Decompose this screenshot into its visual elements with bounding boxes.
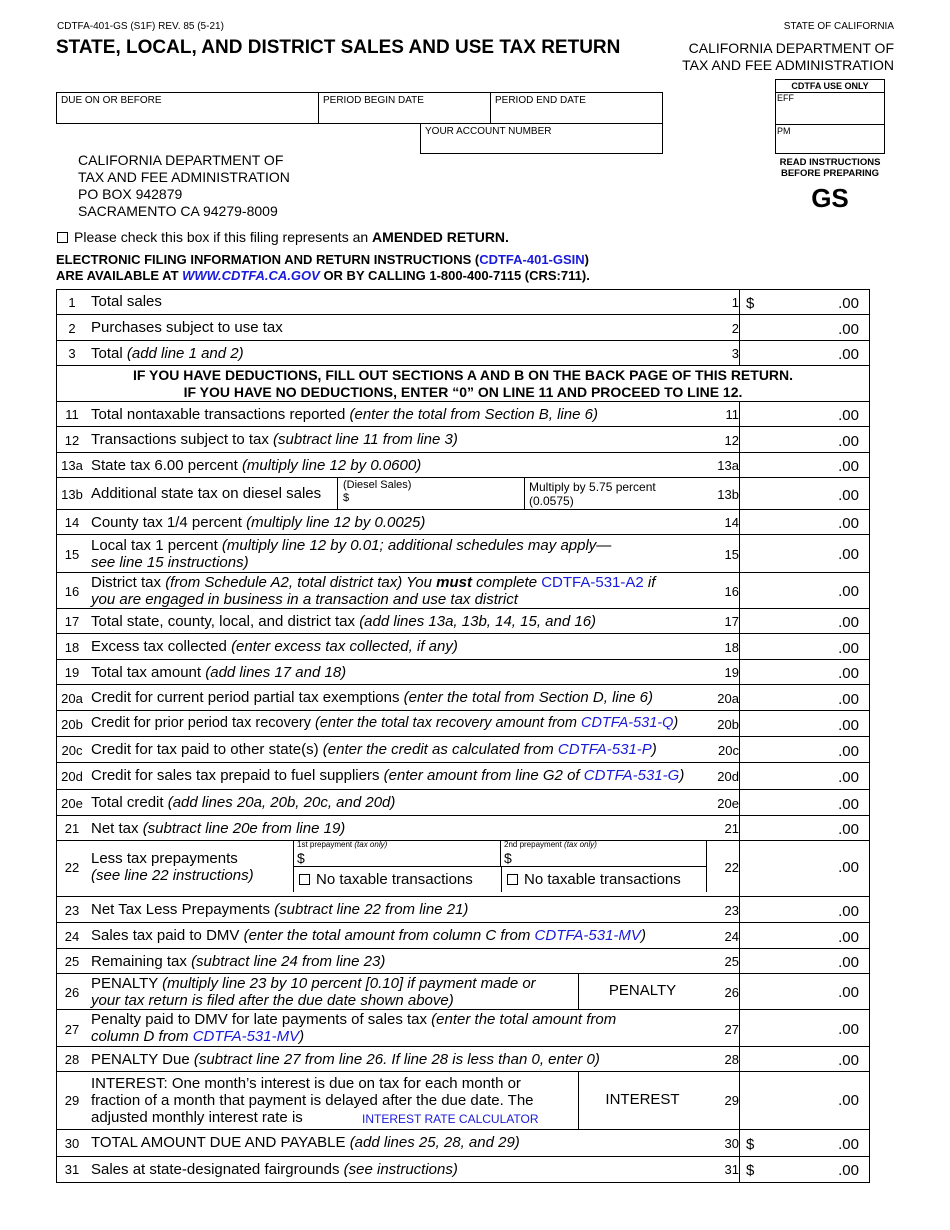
line-ref: 16	[724, 584, 739, 599]
line-instruction: (from Schedule A2, total district tax) You	[165, 574, 437, 591]
line-number: 13a	[61, 458, 83, 473]
line-number: 20d	[61, 769, 83, 784]
efile-text: )	[584, 252, 590, 267]
line-28-amount[interactable]	[739, 1047, 869, 1071]
website-link[interactable]: WWW.CDTFA.CA.GOV	[182, 268, 320, 283]
line-number: 2	[68, 321, 76, 336]
line-number: 19	[64, 665, 80, 680]
line-ref: 29	[724, 1093, 739, 1108]
period-end-field[interactable]	[490, 92, 663, 124]
line-22-amount[interactable]	[739, 841, 869, 896]
line-30-row	[57, 1130, 869, 1157]
line-11-amount[interactable]	[739, 402, 869, 426]
cdtfa-use-only-box	[775, 79, 885, 154]
pm-label: PM	[777, 126, 791, 136]
cdtfa-531-mv-link[interactable]: CDTFA-531-MV	[534, 927, 641, 944]
line-number: 25	[64, 954, 80, 969]
line-number: 15	[64, 547, 80, 562]
cents: .00	[838, 583, 859, 600]
read-instructions-line-2: BEFORE PREPARING	[780, 168, 879, 179]
line-20c-row	[57, 737, 869, 763]
cdtfa-531-p-link[interactable]: CDTFA-531-P	[557, 741, 652, 758]
line-31-row	[57, 1157, 869, 1182]
diesel-rate	[529, 480, 656, 508]
read-instructions-line-1: READ INSTRUCTIONS	[779, 157, 881, 168]
line-number: 3	[68, 346, 76, 361]
line-ref: 28	[724, 1052, 739, 1067]
period-end-label: PERIOD END DATE	[495, 95, 586, 106]
line-instruction: )	[679, 767, 685, 784]
period-begin-field[interactable]	[318, 92, 491, 124]
line-instruction: (enter excess tax collected, if any)	[231, 638, 458, 655]
line-23-amount[interactable]	[739, 897, 869, 922]
second-prepayment-label: 2nd prepayment	[504, 840, 565, 849]
line-ref: 17	[724, 614, 739, 629]
cents: .00	[838, 295, 859, 312]
line-13a-row	[57, 453, 869, 478]
dollar-sign: $	[746, 1136, 755, 1153]
address-line: SACRAMENTO CA 94279-8009	[78, 203, 278, 219]
line-ref: 11	[725, 407, 739, 422]
line-description: Local tax 1 percent	[91, 537, 222, 554]
line-ref: 13a	[717, 458, 739, 473]
line-description: PENALTY Due	[91, 1051, 194, 1068]
line-21-row	[57, 816, 869, 841]
diesel-sales-label: (Diesel Sales)	[343, 479, 412, 491]
dollar-sign: $	[504, 850, 512, 866]
line-20d-row	[57, 763, 869, 790]
line-instruction: (enter amount from line G2 of	[383, 767, 584, 784]
line-3-amount[interactable]	[739, 341, 869, 365]
line-number: 16	[64, 584, 80, 599]
due-date-label: DUE ON OR BEFORE	[61, 95, 162, 106]
line-number: 1	[68, 295, 76, 310]
line-description: Sales tax paid to DMV	[91, 927, 244, 944]
amended-return-row	[57, 229, 509, 245]
line-description: Purchases subject to use tax	[91, 319, 283, 336]
mailing-address	[78, 152, 290, 220]
line-ref: 30	[724, 1136, 739, 1151]
line-instruction: (add lines 20a, 20b, 20c, and 20d)	[167, 794, 396, 811]
line-number: 31	[64, 1162, 80, 1177]
line-12-row	[57, 427, 869, 453]
line-number: 13b	[61, 487, 83, 502]
use-only-title: CDTFA USE ONLY	[791, 81, 869, 91]
line-description: District tax	[91, 574, 166, 591]
banner-line-2: IF YOU HAVE NO DEDUCTIONS, ENTER “0” ON LINE 11 AND PROCEED TO LINE 12.	[183, 384, 743, 400]
address-line: CALIFORNIA DEPARTMENT OF	[78, 152, 284, 168]
line-ref: 15	[724, 547, 739, 562]
line-instruction: (subtract line 11 from line 3)	[273, 431, 458, 448]
no-taxable-label: No taxable transactions	[524, 871, 681, 888]
line-ref: 23	[724, 903, 739, 918]
line-20a-amount[interactable]	[739, 685, 869, 710]
line-ref: 25	[724, 954, 739, 969]
cents: .00	[838, 614, 859, 631]
line-description: Total nontaxable transactions reported	[91, 406, 350, 423]
line-emphasis: must	[436, 574, 472, 591]
line-15-amount[interactable]	[739, 535, 869, 572]
no-taxable-label: No taxable transactions	[316, 871, 473, 888]
first-no-taxable-checkbox[interactable]	[299, 874, 310, 885]
interest-label: INTEREST	[605, 1091, 680, 1108]
line-12-amount[interactable]	[739, 427, 869, 452]
cents: .00	[838, 487, 859, 504]
line-description: INTEREST: One month’s interest is due on tax for each month or	[91, 1075, 521, 1092]
cents: .00	[838, 665, 859, 682]
amended-return-text: Please check this box if this filing represents an	[74, 229, 373, 245]
line-number: 14	[64, 515, 80, 530]
line-instruction: (enter the total from Section D, line 6)	[403, 689, 653, 706]
cents: .00	[838, 796, 859, 813]
line-ref: 27	[724, 1022, 739, 1037]
line-ref: 24	[724, 929, 739, 944]
line-ref: 31	[724, 1162, 739, 1177]
line-number: 20c	[61, 743, 83, 758]
line-18-row	[57, 634, 869, 660]
cents: .00	[838, 821, 859, 838]
line-29-amount[interactable]	[739, 1072, 869, 1129]
penalty-label: PENALTY	[608, 982, 677, 999]
department-name	[682, 40, 894, 74]
line-description: Credit for sales tax prepaid to fuel suppliers	[91, 767, 384, 784]
diesel-rate-decimal: (0.0575)	[529, 494, 574, 508]
line-instruction: (multiply line 12 by 0.0025)	[246, 514, 426, 531]
line-number: 28	[64, 1052, 80, 1067]
line-instruction: (multiply line 12 by 0.0600)	[241, 457, 422, 474]
cents: .00	[838, 984, 859, 1001]
cents: .00	[838, 640, 859, 657]
line-20c-amount[interactable]	[739, 737, 869, 762]
line-description: Credit for prior period tax recovery	[91, 715, 316, 731]
cents: .00	[838, 903, 859, 920]
cents: .00	[838, 1021, 859, 1038]
line-instruction: (see instructions)	[343, 1161, 458, 1178]
line-ref: 13b	[717, 487, 739, 502]
line-instruction: (subtract line 20e from line 19)	[142, 820, 346, 837]
prepayments-block	[293, 841, 707, 892]
line-instruction: column D from	[91, 1028, 193, 1045]
banner-line-1: IF YOU HAVE DEDUCTIONS, FILL OUT SECTIONS A AND B ON THE BACK PAGE OF THIS RETURN.	[132, 367, 794, 383]
line-number: 20e	[61, 796, 83, 811]
line-instruction: (enter the total from Section B, line 6)	[349, 406, 598, 423]
line-description: Total state, county, local, and district tax	[91, 613, 360, 630]
line-ref: 20e	[717, 796, 739, 811]
line-ref: 20b	[717, 717, 739, 732]
line-description: Total tax amount	[91, 664, 206, 681]
line-instruction: (enter the total tax recovery amount from	[315, 715, 581, 731]
tax-only-label: (tax only)	[354, 840, 388, 849]
dollar-sign: $	[746, 295, 755, 312]
dept-line-1: CALIFORNIA DEPARTMENT OF	[688, 40, 894, 56]
efile-info	[56, 252, 590, 284]
diesel-sales-field[interactable]	[343, 479, 411, 505]
form-id: CDTFA-401-GS (S1F) REV. 85 (5-21)	[57, 21, 224, 32]
cdtfa-531-q-link[interactable]: CDTFA-531-Q	[580, 715, 674, 731]
period-begin-label: PERIOD BEGIN DATE	[323, 95, 424, 106]
line-number: 22	[64, 860, 80, 875]
address-line: PO BOX 942879	[78, 186, 183, 202]
account-number-field[interactable]	[420, 123, 663, 154]
line-number: 11	[65, 407, 79, 422]
line-1-amount[interactable]	[739, 290, 869, 314]
cents: .00	[838, 1092, 859, 1109]
first-prepayment-label: 1st prepayment	[297, 840, 355, 849]
line-17-row	[57, 609, 869, 634]
line-description: Total sales	[91, 293, 162, 310]
line-26-row	[57, 974, 869, 1010]
line-19-row	[57, 660, 869, 685]
line-instruction: )	[673, 715, 679, 731]
line-ref: 1	[731, 295, 739, 310]
line-20a-row	[57, 685, 869, 711]
line-instruction: (enter the total amount from column C from	[243, 927, 535, 944]
line-13b-row	[57, 478, 869, 510]
cents: .00	[838, 433, 859, 450]
cents: .00	[838, 717, 859, 734]
line-description: PENALTY	[91, 975, 163, 992]
dollar-sign: $	[297, 850, 305, 866]
cents: .00	[838, 743, 859, 760]
line-instruction: )	[299, 1028, 305, 1045]
line-description: fraction of a month that payment is delayed after the due date. The	[91, 1092, 534, 1109]
line-instruction: you are engaged in business in a transaction and use tax district	[91, 591, 518, 608]
line-description: Excess tax collected	[91, 638, 232, 655]
form-code: GS	[811, 183, 849, 213]
line-31-amount[interactable]	[739, 1157, 869, 1182]
line-description: Penalty paid to DMV for late payments of sales tax	[91, 1011, 432, 1028]
line-2-row	[57, 315, 869, 341]
cents: .00	[838, 321, 859, 338]
line-20b-amount[interactable]	[739, 711, 869, 736]
line-description: Total credit	[91, 794, 168, 811]
amended-return-bold: AMENDED RETURN.	[372, 229, 509, 245]
second-no-taxable-checkbox[interactable]	[507, 874, 518, 885]
line-16-row	[57, 573, 869, 609]
efile-text: ELECTRONIC FILING INFORMATION AND RETURN INSTRUCTIONS (	[56, 252, 480, 267]
line-29-row	[57, 1072, 869, 1130]
line-17-amount[interactable]	[739, 609, 869, 633]
line-3-row	[57, 341, 869, 366]
line-instruction: (see line 22 instructions)	[91, 867, 254, 884]
line-description: adjusted monthly interest rate is	[91, 1109, 303, 1126]
line-description: Sales at state-designated fairgrounds	[91, 1161, 344, 1178]
cents: .00	[838, 346, 859, 363]
cents: .00	[838, 929, 859, 946]
line-2-amount[interactable]	[739, 315, 869, 340]
line-instruction: (add lines 17 and 18)	[205, 664, 347, 681]
eff-label: EFF	[777, 93, 794, 103]
line-ref: 19	[724, 665, 739, 680]
dept-line-2: TAX AND FEE ADMINISTRATION	[682, 57, 894, 73]
line-13a-amount[interactable]	[739, 453, 869, 477]
efile-text: ARE AVAILABLE AT	[56, 268, 183, 283]
line-description: Net tax	[91, 820, 143, 837]
line-description: Transactions subject to tax	[91, 431, 274, 448]
cdtfa-531-a2-link[interactable]: CDTFA-531-A2	[541, 574, 644, 591]
line-27-row	[57, 1010, 869, 1047]
line-description: Credit for tax paid to other state(s)	[91, 741, 323, 758]
instructions-link[interactable]: CDTFA-401-GSIN	[479, 252, 585, 267]
line-description: State tax 6.00 percent	[91, 457, 242, 474]
line-ref: 22	[724, 860, 739, 875]
line-20e-amount[interactable]	[739, 790, 869, 815]
first-no-taxable-option[interactable]	[299, 871, 473, 888]
line-description: County tax 1/4 percent	[91, 514, 247, 531]
line-instruction: (subtract line 24 from line 23)	[191, 953, 386, 970]
line-description: Remaining tax	[91, 953, 192, 970]
second-no-taxable-option[interactable]	[507, 871, 681, 888]
deductions-banner	[57, 366, 869, 402]
line-ref: 2	[731, 321, 739, 336]
line-20d-amount[interactable]	[739, 763, 869, 789]
line-25-row	[57, 949, 869, 974]
line-20e-row	[57, 790, 869, 816]
line-description: TOTAL AMOUNT DUE AND PAYABLE	[91, 1134, 350, 1151]
line-instruction: (enter the credit as calculated from	[322, 741, 558, 758]
line-number: 30	[64, 1136, 80, 1151]
line-instruction: complete	[472, 574, 542, 591]
line-number: 27	[64, 1022, 80, 1037]
cents: .00	[838, 691, 859, 708]
line-instruction: (subtract line 22 from line 21)	[274, 901, 469, 918]
cents: .00	[838, 515, 859, 532]
dollar-sign: $	[343, 492, 350, 504]
line-ref: 18	[724, 640, 739, 655]
line-15-row	[57, 535, 869, 573]
line-description: Additional state tax on diesel sales	[91, 485, 322, 502]
line-14-amount[interactable]	[739, 510, 869, 534]
line-instruction: (add line 1 and 2)	[126, 345, 244, 362]
efile-text: OR BY CALLING 1-800-400-7115 (CRS:711).	[319, 268, 590, 283]
line-ref: 26	[724, 985, 739, 1000]
line-21-amount[interactable]	[739, 816, 869, 840]
line-instruction: if	[643, 574, 656, 591]
state-label: STATE OF CALIFORNIA	[783, 21, 894, 32]
line-18-amount[interactable]	[739, 634, 869, 659]
line-number: 23	[64, 903, 80, 918]
second-prepayment-field[interactable]	[501, 841, 707, 867]
line-ref: 20a	[717, 691, 739, 706]
line-ref: 20d	[717, 769, 739, 784]
line-number: 12	[64, 433, 80, 448]
line-number: 20a	[61, 691, 83, 706]
line-30-amount[interactable]	[739, 1130, 869, 1156]
page-title: STATE, LOCAL, AND DISTRICT SALES AND USE TAX RETURN	[56, 37, 621, 58]
line-description: Total	[91, 345, 127, 362]
line-13b-amount[interactable]	[739, 478, 869, 509]
line-ref: 21	[724, 821, 739, 836]
line-description: Less tax prepayments	[91, 850, 238, 867]
line-number: 18	[64, 640, 80, 655]
line-number: 24	[64, 929, 80, 944]
cents: .00	[838, 407, 859, 424]
line-number: 29	[64, 1093, 80, 1108]
line-instruction: (subtract line 27 from line 26. If line 28 is less than 0, enter 0)	[193, 1051, 600, 1068]
line-number: 21	[64, 821, 80, 836]
line-instruction: (enter the total amount from	[431, 1011, 617, 1028]
line-27-amount[interactable]	[739, 1010, 869, 1046]
line-instruction: (multiply line 23 by 10 percent [0.10] if payment made or	[162, 975, 536, 992]
line-19-amount[interactable]	[739, 660, 869, 684]
line-20b-row	[57, 711, 869, 737]
line-26-amount[interactable]	[739, 974, 869, 1009]
tax-return-table	[56, 289, 870, 1183]
line-ref: 3	[731, 346, 739, 361]
line-instruction: your tax return is filed after the due date shown above)	[91, 992, 454, 1009]
line-1-row	[57, 290, 869, 315]
line-ref: 20c	[718, 743, 739, 758]
line-ref: 14	[724, 515, 739, 530]
read-instructions	[760, 157, 900, 179]
tax-only-label: (tax only)	[564, 840, 597, 849]
line-instruction: )	[640, 927, 646, 944]
cents: .00	[838, 1162, 859, 1179]
line-number: 20b	[61, 717, 83, 732]
interest-rate-calculator-link[interactable]: INTEREST RATE CALCULATOR	[362, 1112, 539, 1126]
first-prepayment-field[interactable]	[294, 841, 501, 867]
line-11-row	[57, 402, 869, 427]
cents: .00	[838, 954, 859, 971]
cents: .00	[838, 1052, 859, 1069]
line-instruction: )	[651, 741, 657, 758]
line-16-amount[interactable]	[739, 573, 869, 608]
cents: .00	[838, 458, 859, 475]
cents: .00	[838, 769, 859, 786]
line-instruction: (multiply line 12 by 0.01; additional schedules may apply—	[221, 537, 612, 554]
line-instruction: (add lines 25, 28, and 29)	[349, 1134, 520, 1151]
line-22-row	[57, 841, 869, 897]
line-instruction: (add lines 13a, 13b, 14, 15, and 16)	[359, 613, 597, 630]
line-instruction: see line 15 instructions)	[91, 554, 249, 571]
line-24-amount[interactable]	[739, 923, 869, 948]
line-description: Credit for current period partial tax exemptions	[91, 689, 404, 706]
amended-return-checkbox[interactable]	[57, 232, 68, 243]
line-number: 26	[64, 985, 80, 1000]
address-line: TAX AND FEE ADMINISTRATION	[78, 169, 290, 185]
line-28-row	[57, 1047, 869, 1072]
cdtfa-531-g-link[interactable]: CDTFA-531-G	[583, 767, 680, 784]
dollar-sign: $	[746, 1162, 755, 1179]
line-14-row	[57, 510, 869, 535]
due-date-field[interactable]	[56, 92, 319, 124]
line-description: Net Tax Less Prepayments	[91, 901, 275, 918]
account-number-label: YOUR ACCOUNT NUMBER	[425, 126, 552, 137]
line-25-amount[interactable]	[739, 949, 869, 973]
diesel-rate-text: Multiply by 5.75 percent	[529, 480, 656, 494]
line-23-row	[57, 897, 869, 923]
line-number: 17	[64, 614, 80, 629]
cents: .00	[838, 859, 859, 876]
cdtfa-531-mv-link[interactable]: CDTFA-531-MV	[192, 1028, 300, 1045]
cents: .00	[838, 1136, 859, 1153]
cents: .00	[838, 546, 859, 563]
line-ref: 12	[724, 433, 739, 448]
line-24-row	[57, 923, 869, 949]
